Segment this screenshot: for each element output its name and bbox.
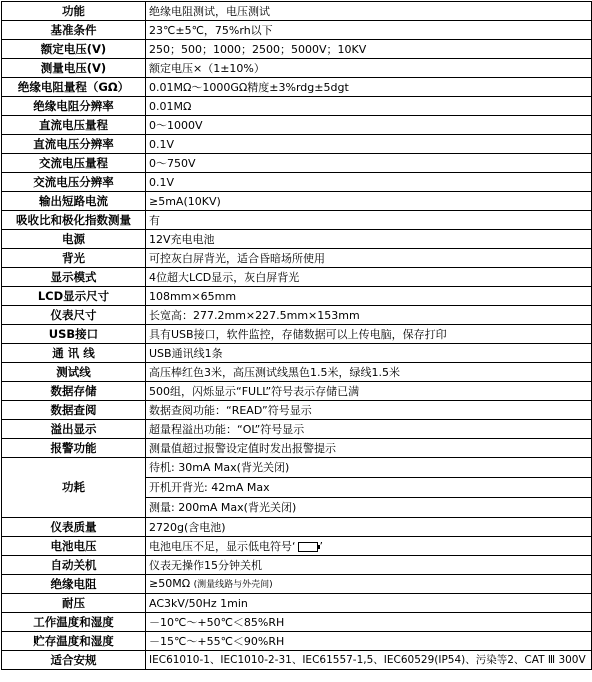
spec-row <box>2 268 592 287</box>
spec-row <box>2 249 592 268</box>
spec-label: 仪表质量 <box>2 518 146 537</box>
spec-value: 0.01MΩ～1000GΩ精度±3%rdg±5dgt <box>146 78 592 97</box>
spec-label: 耐压 <box>2 594 146 613</box>
spec-row <box>2 59 592 78</box>
spec-row <box>2 382 592 401</box>
spec-row <box>2 401 592 420</box>
spec-row <box>2 287 592 306</box>
insulation-value: ≥50MΩ <box>149 576 191 590</box>
spec-value-battery <box>146 537 592 556</box>
spec-value: 108mm×65mm <box>146 287 592 306</box>
low-battery-icon <box>298 542 318 552</box>
spec-value: 4位超大LCD显示，灰白屏背光 <box>146 268 592 287</box>
spec-label: 交流电压分辨率 <box>2 173 146 192</box>
spec-label: 仪表尺寸 <box>2 306 146 325</box>
spec-value: 数据查阅功能：“READ”符号显示 <box>146 401 592 420</box>
spec-label: 溢出显示 <box>2 420 146 439</box>
spec-value: 高压棒红色3米，高压测试线黑色1.5米，绿线1.5米 <box>146 363 592 382</box>
spec-label: 报警功能 <box>2 439 146 458</box>
spec-row <box>2 420 592 439</box>
spec-label: 贮存温度和湿度 <box>2 632 146 651</box>
spec-row <box>2 173 592 192</box>
spec-value: 0.1V <box>146 135 592 154</box>
spec-label: 交流电压量程 <box>2 154 146 173</box>
spec-value: 额定电压×（1±10%） <box>146 59 592 78</box>
spec-label: 功能 <box>2 2 146 21</box>
spec-label: 显示模式 <box>2 268 146 287</box>
spec-label: 电池电压 <box>2 537 146 556</box>
spec-label: LCD显示尺寸 <box>2 287 146 306</box>
spec-row <box>2 40 592 59</box>
spec-row <box>2 518 592 537</box>
spec-value: 测量值超过报警设定值时发出报警提示 <box>146 439 592 458</box>
spec-value: 具有USB接口，软件监控，存储数据可以上传电脑，保存打印 <box>146 325 592 344</box>
spec-row <box>2 363 592 382</box>
spec-label: 适合安规 <box>2 651 146 670</box>
spec-label: 电源 <box>2 230 146 249</box>
spec-value: 23℃±5℃，75%rh以下 <box>146 21 592 40</box>
spec-value: USB通讯线1条 <box>146 344 592 363</box>
spec-label: 绝缘电阻分辨率 <box>2 97 146 116</box>
spec-label: 背光 <box>2 249 146 268</box>
spec-row <box>2 2 592 21</box>
power-standby: 待机: 30mA Max(背光关闭) <box>149 461 290 474</box>
spec-row <box>2 192 592 211</box>
spec-label: 吸收比和极化指数测量 <box>2 211 146 230</box>
spec-value: 2720g(含电池) <box>146 518 592 537</box>
spec-label: 数据查阅 <box>2 401 146 420</box>
spec-label: USB接口 <box>2 325 146 344</box>
power-measure: 测量: 200mA Max(背光关闭) <box>149 501 297 514</box>
spec-value-power <box>146 458 592 518</box>
spec-table <box>1 1 592 670</box>
spec-label: 自动关机 <box>2 556 146 575</box>
spec-row <box>2 632 592 651</box>
spec-value: 0～1000V <box>146 116 592 135</box>
battery-text-before: 电池电压不足，显示低电符号‘ <box>149 539 296 553</box>
spec-value: 0.1V <box>146 173 592 192</box>
spec-label: 绝缘电阻量程（GΩ） <box>2 78 146 97</box>
spec-label: 直流电压分辨率 <box>2 135 146 154</box>
spec-label: 基准条件 <box>2 21 146 40</box>
spec-label: 额定电压(V) <box>2 40 146 59</box>
spec-label: 直流电压量程 <box>2 116 146 135</box>
spec-value: 0.01MΩ <box>146 97 592 116</box>
spec-value: 长宽高：277.2mm×227.5mm×153mm <box>146 306 592 325</box>
spec-value: 有 <box>146 211 592 230</box>
spec-row <box>2 325 592 344</box>
spec-row <box>2 135 592 154</box>
spec-table-body <box>2 2 592 670</box>
spec-row <box>2 21 592 40</box>
spec-row <box>2 154 592 173</box>
spec-value-insulation <box>146 575 592 594</box>
spec-label: 测量电压(V) <box>2 59 146 78</box>
spec-value: 500组，闪烁显示“FULL”符号表示存储已满 <box>146 382 592 401</box>
spec-row <box>2 344 592 363</box>
spec-value: 超量程溢出功能：“OL”符号显示 <box>146 420 592 439</box>
spec-row <box>2 613 592 632</box>
spec-value: 绝缘电阻测试，电压测试 <box>146 2 592 21</box>
spec-label: 工作温度和湿度 <box>2 613 146 632</box>
spec-label: 通 讯 线 <box>2 344 146 363</box>
spec-row-power <box>2 458 592 518</box>
power-backlight: 开机开背光: 42mA Max <box>146 477 591 498</box>
spec-label: 输出短路电流 <box>2 192 146 211</box>
spec-value: －10℃～+50℃＜85%RH <box>146 613 592 632</box>
spec-row <box>2 230 592 249</box>
spec-row <box>2 211 592 230</box>
spec-value: ≥5mA(10KV) <box>146 192 592 211</box>
battery-text-after: ’ <box>319 539 323 553</box>
spec-row <box>2 556 592 575</box>
spec-label: 测试线 <box>2 363 146 382</box>
spec-value: －15℃～+55℃＜90%RH <box>146 632 592 651</box>
spec-value: 0～750V <box>146 154 592 173</box>
spec-row <box>2 651 592 670</box>
spec-value: 可控灰白屏背光，适合昏暗场所使用 <box>146 249 592 268</box>
spec-row <box>2 439 592 458</box>
spec-row <box>2 594 592 613</box>
spec-label: 功耗 <box>2 458 146 518</box>
spec-row <box>2 97 592 116</box>
spec-value: 仪表无操作15分钟关机 <box>146 556 592 575</box>
spec-label: 绝缘电阻 <box>2 575 146 594</box>
spec-row-battery <box>2 537 592 556</box>
spec-row <box>2 116 592 135</box>
spec-row <box>2 306 592 325</box>
spec-row <box>2 78 592 97</box>
spec-value: 250；500；1000；2500；5000V；10KV <box>146 40 592 59</box>
spec-row-insulation <box>2 575 592 594</box>
spec-label: 数据存储 <box>2 382 146 401</box>
spec-value: IEC61010-1、IEC1010-2-31、IEC61557-1,5、IEC60529(IP54)、污染等2、CAT Ⅲ 300V <box>146 651 592 670</box>
spec-value: AC3kV/50Hz 1min <box>146 594 592 613</box>
spec-value: 12V充电电池 <box>146 230 592 249</box>
insulation-note: (测量线路与外壳间) <box>193 579 273 590</box>
